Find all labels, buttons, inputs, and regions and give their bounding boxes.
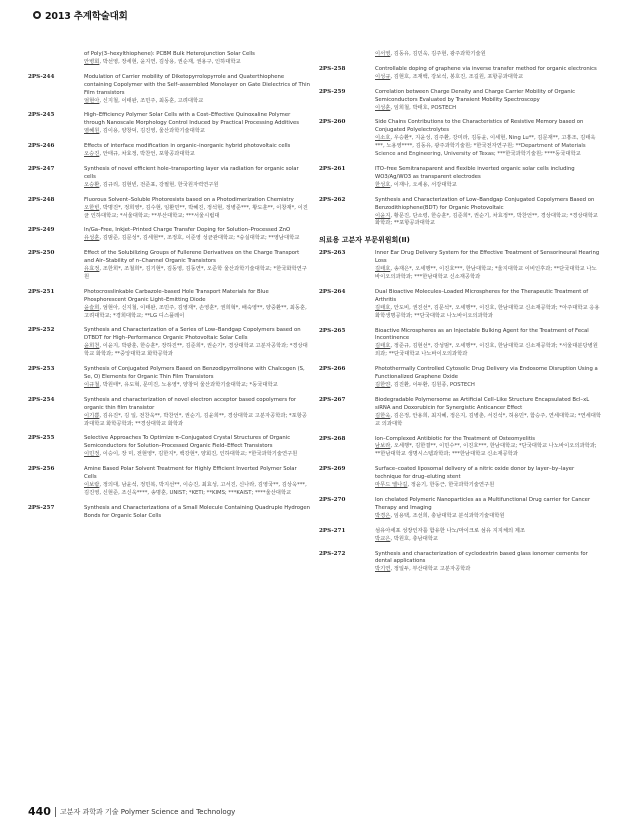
presenter-name: 오승환 (84, 181, 100, 188)
presenter-name: 오승진 (84, 151, 100, 158)
paper-title: Synthesis and characterization of cyclodextrin based glass ionomer cements for dental applications (375, 550, 588, 565)
poster-entry (319, 436, 601, 460)
entry-body (84, 505, 310, 521)
author-line (375, 305, 601, 321)
poster-id: 2PS-257 (28, 504, 55, 511)
poster-entry (319, 166, 601, 190)
poster-entry (28, 435, 310, 459)
co-authors: , 이재나, 오세용, 서강대학교 (390, 181, 457, 188)
entry-body (84, 197, 310, 221)
co-authors: , 박원호, 충남대학교 (390, 535, 439, 542)
co-authors: , 김범준, 김문성*, 김세현**, 조정호, 이준영 성균관대학교; *숭실대학교; **영남대학교 (99, 235, 300, 242)
entry-body (84, 435, 310, 459)
entry-body (84, 143, 310, 159)
poster-id: 2PS-267 (319, 396, 346, 403)
author-line (375, 382, 601, 390)
presenter-name: 박교은 (375, 535, 391, 542)
paper-title: Surface–coated liposomal delivery of a nitric oxide donor by layer–by–layer technique for drug–eluting stent (375, 466, 575, 481)
poster-entry (319, 328, 601, 360)
entry-body (84, 250, 310, 282)
poster-id: 2PS-255 (28, 435, 55, 442)
entry-body (375, 51, 601, 59)
paper-title: Synthesis of novel efficient hole–transporting layer via radiation for organic solar cells (84, 165, 299, 180)
poster-entry (319, 397, 601, 429)
poster-id: 2PS-249 (28, 227, 55, 234)
co-authors: , 황문진, 단소령, 한승훈*, 김준희*, 권순기, 차효정**, 박찬언**, 경상대학교; *경상대학교 화학과; **포항공과대학교 (375, 212, 598, 227)
poster-id: 2PS-266 (319, 366, 346, 373)
presenter-name: 박경은 (375, 512, 391, 519)
presenter-name: 이윤지 (375, 212, 391, 219)
footer-divider (55, 807, 56, 817)
paper-title: Selective Approaches To Optimize π–Conjugated Crystal Structures of Organic Semiconductors for Solution–Processed Organic Field–Effect Transistors (84, 435, 291, 450)
paper-title: Synthesis and Characterization of Low–Bandgap Conjugated Copolymers Based on Benzodithiophene(BDT) for Organic Photovoltaic (375, 196, 595, 211)
poster-id: 2PS-259 (319, 88, 346, 95)
poster-entry (319, 551, 601, 575)
author-line (375, 213, 601, 229)
co-authors: , 안태규, 차효정, 박찬언, 포항공과대학교 (99, 151, 195, 158)
paper-title: Bioactive Microspheres as an Injectable Bulking Agent for the Treatment of Fecal Incontinence (375, 327, 589, 342)
entry-body (84, 166, 310, 190)
conference-title: 2013 추계학술대회 (45, 11, 128, 22)
author-line (84, 235, 310, 243)
co-authors: , 정일두, 부산대학교 고분자공학과 (390, 566, 471, 573)
entry-body (84, 227, 310, 243)
poster-entry (319, 289, 601, 321)
paper-title: Controllable doping of graphene via inverse transfer method for organic electronics (375, 65, 597, 72)
paper-title: Synthesis of Conjugated Polymers Based on Benzodipyrrolinone with Chalcogen (S, Se, O) Elements for Organic Thin Film Transistors (84, 366, 305, 380)
poster-entry (28, 466, 310, 498)
poster-entry (319, 250, 601, 282)
co-authors: , 김규리, 김현빈, 전준표, 강필현, 한국원자력연구원 (99, 181, 219, 188)
entry-body (375, 328, 601, 360)
poster-id: 2PS-260 (319, 119, 346, 126)
poster-entry (319, 89, 601, 113)
paper-title: ITO–free Semitransparent and flexible inverted organic solar cells including WO3/Ag/WO3 as transparent electrodes (375, 165, 575, 180)
co-authors: , 정윤기, 한동근, 한국과학기술연구원 (407, 482, 495, 489)
presenter-name: 이기쁨 (84, 412, 100, 419)
paper-title: Modulation of Carrier mobility of Diketopyrrolopyrrole and Quaterthiophene containing Copolymer with the Self–assembled Monolayer on Gate Dielectrics of Thin Film transistors (84, 73, 310, 96)
co-authors: , 정준규, 김현선*, 강성범*, 오세행**, 이진호, 한남대학교 신소재공학과; *서울대분당병원 외과; **단국대학교 나노바이오의과학과 (375, 343, 598, 358)
author-line (84, 205, 310, 221)
presenter-name: 이성훈 (375, 104, 391, 111)
co-authors: , 신지철, 이태완, 조민주, 최동훈, 고려대학교 (99, 97, 204, 104)
paper-title: Fluorous Solvent–Soluble Photoresists based on a Photodimerization Chemistry (84, 196, 294, 203)
co-authors: , 김현호, 조재백, 강보석, 봉호진, 조길원, 포항공과대학교 (390, 73, 524, 80)
presenter-name: 한성호 (375, 181, 391, 188)
poster-entry (319, 51, 601, 59)
author-line (375, 536, 601, 544)
presenter-name: 이서영 (375, 51, 391, 57)
poster-id: 2PS-271 (319, 527, 346, 534)
paper-title: High–Efficiency Polymer Solar Cells with a Cost–Effective Quinoxaline Polymer through Nanoscale Morphology Control Induced by Practical Processing Additives (84, 112, 300, 127)
paper-title: Synthesis and Characterizations of a Small Molecule Containing Quadruple Hydrogen Bonds for Organic Solar Cells (84, 504, 310, 519)
author-line (84, 305, 310, 321)
poster-id: 2PS-272 (319, 550, 346, 557)
paper-title: In/Ga–Free, Inkjet–Printed Charge Transfer Doping for Solution–Processed ZnO (84, 227, 291, 234)
paper-title: Amine Based Polar Solvent Treatment for Highly Efficient Inverted Polymer Solar Cells (84, 466, 297, 481)
poster-id: 2PS-258 (319, 65, 346, 72)
section-heading: 의료용 고분자 부문위원회(II) (319, 236, 410, 245)
poster-entry (28, 227, 310, 243)
journal-name: 고분자 과학과 기술 Polymer Science and Technology (59, 807, 236, 816)
presenter-name: 김태호 (375, 266, 391, 273)
poster-entry (319, 497, 601, 521)
poster-entry (28, 112, 310, 136)
author-line (375, 566, 601, 574)
entry-body (375, 89, 601, 113)
co-authors: , 엄현아, 신지철, 이태완, 조민주, 김영재*, 손영훈*, 권희혁*, 배숙영**, 양중환**, 최동훈, 고려대학교; *경희대학교; **LG 디스플레이 (84, 304, 307, 319)
poster-id: 2PS-268 (319, 435, 346, 442)
co-authors: , 박선영, 장세현, 윤지연, 김상용, 권순재, 권용구, 인하대학교 (99, 58, 241, 65)
author-line (84, 413, 310, 429)
poster-entry (28, 289, 310, 321)
entry-body (375, 166, 601, 190)
author-line (375, 266, 601, 282)
poster-id: 2PS-251 (28, 288, 55, 295)
author-line (84, 59, 310, 67)
entry-body (375, 119, 601, 159)
co-authors: , 박원태*, 유도혁, 문미진, 노용영*, 양창덕 울산과학기술대학교; *동국대학교 (99, 381, 278, 388)
page-number: 440 (28, 805, 51, 818)
author-line (84, 151, 310, 159)
author-line (375, 74, 601, 82)
poster-id (319, 51, 375, 59)
entry-body (375, 551, 601, 575)
poster-entry (28, 74, 310, 106)
poster-entry (28, 327, 310, 359)
poster-id (28, 51, 84, 67)
presenter-name: 김한욱 (375, 412, 391, 419)
entry-body (84, 289, 310, 321)
paper-title: Correlation between Charge Density and Charge Carrier Mobility of Organic Semiconductors Evaluated by Transient Mobility Spectroscopy (375, 88, 576, 103)
paper-title: Dual Bioactive Molecules–Loaded Microspheres for the Therapeutic Treatment of Arthritis (375, 288, 589, 303)
co-authors: , 송재은*, 오세행**, 이진호***, 한남대학교; *울지대학교 이비인후과; **단국대학교 나노바이오의과학과; ***한남대학교 신소재공학과 (375, 266, 597, 281)
poster-entry (319, 197, 601, 229)
co-authors: , 김동유, 김민욱, 김주현, 광주과학기술원 (390, 51, 486, 57)
author-line (375, 135, 601, 159)
right-column (319, 51, 601, 581)
author-line (375, 105, 601, 113)
poster-entry (319, 119, 601, 159)
presenter-name: 염혜원 (84, 128, 100, 135)
co-authors: , 이승이, 장 미, 전현영*, 김한지*, 백강현*, 양회진, 인하대학교; *한국과학기술연구원 (99, 451, 298, 458)
co-authors: , 우승환*, 지윤성, 김주환, 강미라, 김동윤, 이세현, Ning Lu**, 김문재**, 고홍조, 김태욱***, 노용영****, 김동유, 광주과학기술원; *한국전자연구원; **Department of Materials Science and Engineering, University of Texas; ***한국과학기술원; ****동국대학교 (375, 135, 596, 158)
author-line (84, 128, 310, 136)
author-line (375, 343, 601, 359)
co-authors: , 안도비, 권진선*, 김문석*, 오세행**, 이진호, 한남대학교 신소재공학과; *아주대학교 응용화학생명공학과; **단국대학교 나노바이오의과학과 (375, 304, 600, 319)
presenter-name: 김태호 (375, 343, 391, 350)
poster-id: 2PS-253 (28, 366, 55, 373)
presenter-name: 이보람 (84, 481, 100, 488)
poster-entry (28, 505, 310, 521)
entry-body (375, 528, 601, 544)
entry-body (84, 327, 310, 359)
entry-body (375, 366, 601, 390)
poster-id: 2PS-256 (28, 466, 55, 473)
author-line (375, 513, 601, 521)
presenter-name: 유효정 (84, 266, 100, 273)
co-authors: , 박명진*, 정희영*, 김수현, 임환민**, 박혜진, 정석현, 정병준***, 황도훈**, 이창재*, 이진균 인하대학교; *서울대학교; **부산대학교; ***서울시립대 (84, 204, 308, 219)
presenter-name: 윤희천 (84, 343, 100, 350)
poster-id: 2PS-262 (319, 196, 346, 203)
page-footer (28, 805, 235, 818)
poster-id: 2PS-263 (319, 250, 346, 257)
presenter-name: 박기연 (375, 566, 391, 573)
author-line (84, 482, 310, 498)
presenter-name: 윤슬희 (84, 304, 100, 311)
co-authors: , 김유진*, 김 일, 전찬욱**, 박찬언*, 권순기, 김윤희**, 경상대학교 고분자공학과; *포항공과대학교 화학공학과; **경상대학교 화학과 (84, 412, 307, 427)
co-authors: , 오세행*, 김한결**, 이민수**, 이진호***, 한남대학교; *단국대학교 나노바이오의과학과; **한남대학교 생명시스템과학과; ***한남대학교 신소재공학과 (375, 443, 597, 458)
poster-id: 2PS-264 (319, 288, 346, 295)
presenter-name: 엄현아 (84, 97, 100, 104)
paper-title: Ion–Complexed Antibiotic for the Treatment of Osteomyelitis (375, 435, 536, 442)
poster-entry (319, 366, 601, 390)
entry-body (375, 436, 601, 460)
poster-id: 2PS-244 (28, 73, 55, 80)
paper-title: Effect of the Solubilizing Groups of Fullerene Derivatives on the Charge Transport and Air–Stability of n–Channel Organic Transistors (84, 250, 300, 265)
entry-body (84, 466, 310, 498)
entry-body (375, 66, 601, 82)
paper-title: Synthesis and Characterization of a Series of Low–Bandgap Copolymers based on DTBDT for High–Performance Organic Photovoltaic Solar Cells (84, 327, 301, 342)
paper-title: Inner Ear Drug Delivery System for the Effective Treatment of Sensorineural Hearing Loss (375, 250, 600, 265)
paper-title: Side Chains Contributions to the Characteristics of Resistive Memory based on Conjugated Polyelectrolytes (375, 119, 584, 134)
poster-entry (319, 466, 601, 490)
entry-body (84, 397, 310, 429)
poster-id: 2PS-247 (28, 165, 55, 172)
poster-entry (28, 366, 310, 390)
co-authors: , 정의대, 남윤석, 정민복, 박지선**, 이승진, 최효성, 고서진, 신나라, 김영국**, 김상욱***, 김진영, 신현준, 조신욱****, 송명훈, UNIST; *KETI; **KIMS; ***KAIST; ****울산대학교 (84, 481, 307, 496)
entry-body (84, 74, 310, 106)
paper-title: of Poly(3–hexylthiophene): PCBM Bulk Heterojunction Solar Cells (84, 51, 255, 57)
poster-id: 2PS-254 (28, 396, 55, 403)
co-authors: , 이윤지, 박광훈, 한승훈*, 장하진**, 김준희*, 권순기*, 경상대학교 고분자공학과; *경상대학교 화학과; **중앙대학교 화학공학과 (84, 343, 308, 358)
co-authors: , 김진환, 이두환, 김원종, POSTECH (390, 382, 475, 388)
paper-title: Ion chelated Polymeric Nanoparticles as a Multifunctional Drug carrier for Cancer Therapy and Imaging (375, 496, 591, 511)
poster-id: 2PS-270 (319, 496, 346, 503)
co-authors: , 조한희*, 조철희*, 김기현*, 김동영, 김동연*, 오준학 울산과학기술대학교; *한국화학연구원 (84, 266, 307, 280)
presenter-name: 유성훈 (84, 235, 100, 242)
poster-entry (319, 528, 601, 544)
entry-body (375, 497, 601, 521)
presenter-name: 이규철 (84, 381, 100, 388)
entry-body (375, 397, 601, 429)
presenter-name: 김한얀 (375, 382, 391, 388)
author-line (375, 182, 601, 190)
poster-id: 2PS-245 (28, 112, 55, 119)
paper-title: Photocrosslinkable Carbazole–based Hole Transport Materials for Blue Phosphorescent Organic Light–Emitting Diode (84, 288, 269, 303)
author-line (375, 51, 601, 59)
presenter-name: 이민정 (84, 451, 100, 458)
entry-body (84, 112, 310, 136)
co-authors: , 임용택, 조선희, 충남대학교 분석과학기술대학원 (390, 512, 505, 519)
poster-entry (28, 397, 310, 429)
entry-body (375, 289, 601, 321)
author-line (84, 343, 310, 359)
poster-id: 2PS-265 (319, 327, 346, 334)
author-line (84, 266, 310, 282)
poster-entry (28, 51, 310, 67)
paper-title: Synthesis and characterization of novel electron acceptor based copolymers for organic thin film transistor (84, 396, 297, 411)
poster-entry (28, 197, 310, 221)
left-column (28, 51, 310, 528)
entry-body (84, 51, 310, 67)
co-authors: , 김은정, 안용희, 최지혜, 정은지, 김병춘, 서진석*, 허용민*, 함승주, 연세대학교; *연세대학교 의과대학 (375, 412, 601, 427)
presenter-name: 안병회 (84, 58, 100, 65)
poster-entry (28, 250, 310, 282)
presenter-name: 남보라 (375, 443, 391, 450)
entry-body (375, 466, 601, 490)
poster-entry (28, 143, 310, 159)
author-line (84, 182, 310, 190)
presenter-name: 오한빈 (84, 204, 100, 211)
poster-id: 2PS-250 (28, 250, 55, 257)
paper-title: Effects of interface modification in organic–inorganic hybrid photovoltaic cells (84, 143, 291, 150)
page-header (33, 8, 128, 22)
poster-id: 2PS-261 (319, 165, 346, 172)
author-line (84, 382, 310, 390)
poster-entry (28, 166, 310, 190)
paper-title: Biodegradable Polymersome as Artificial Cell–Like Structure Encapsulated Bcl–xL siRNA and Doxorubicin for Synergistic Anticancer Effect (375, 396, 590, 411)
author-line (375, 443, 601, 459)
presenter-name: 마무드 엘나길 (375, 482, 408, 489)
author-line (84, 98, 310, 106)
author-line (375, 413, 601, 429)
co-authors: , 김이용, 양창덕, 김진영, 울산과학기술대학교 (99, 128, 205, 135)
author-line (84, 451, 310, 459)
ring-icon (33, 11, 41, 19)
entry-body (375, 197, 601, 229)
paper-title: Photothermally Controlled Cytosolic Drug Delivery via Endosome Disruption Using a Functionalized Graphene Oxide (375, 366, 598, 381)
poster-id: 2PS-246 (28, 143, 55, 150)
poster-entry (319, 66, 601, 82)
poster-id: 2PS-269 (319, 466, 346, 473)
co-authors: , 임희철, 박태호, POSTECH (390, 104, 457, 111)
entry-body (84, 366, 310, 390)
entry-body (375, 250, 601, 282)
paper-title: 섬유아세포 성장인자를 함유한 나노/마이크로 섬유 지지체의 제조 (375, 527, 526, 534)
presenter-name: 이소호 (375, 135, 391, 142)
presenter-name: 이성규 (375, 73, 391, 80)
poster-id: 2PS-252 (28, 327, 55, 334)
presenter-name: 김태호 (375, 304, 391, 311)
author-line (375, 482, 601, 490)
poster-id: 2PS-248 (28, 196, 55, 203)
